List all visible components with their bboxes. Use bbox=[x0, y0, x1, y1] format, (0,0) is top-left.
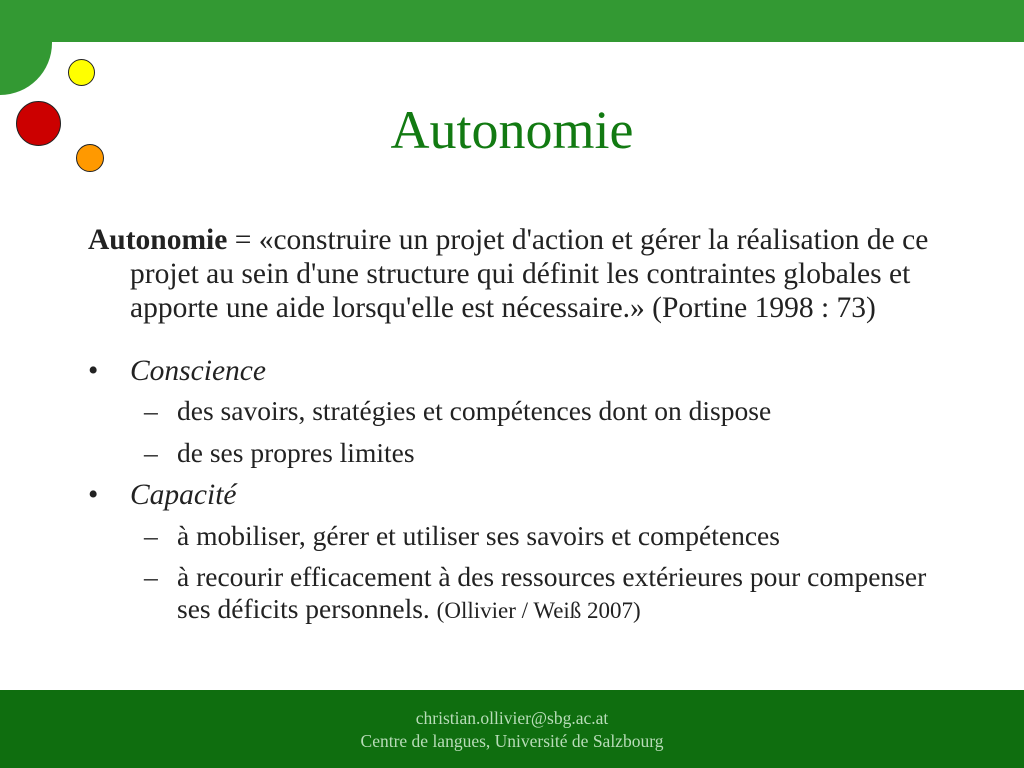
sub-bullet-item bbox=[136, 561, 948, 624]
dash-marker: – bbox=[144, 436, 158, 468]
dash-marker: – bbox=[144, 395, 158, 427]
definition-text: = «construire un projet d'action et gérer la réalisation de ce projet au sein d'une structure qui définit les contraintes globales et apporte une aide lorsqu'elle est nécessaire.» (Portine 1998 : 73) bbox=[130, 224, 929, 324]
sub-bullet-text: à mobiliser, gérer et utiliser ses savoirs et compétences bbox=[177, 519, 780, 551]
bullet-marker: • bbox=[88, 479, 99, 512]
bullet-label: Capacité bbox=[130, 479, 237, 512]
definition-paragraph bbox=[88, 224, 948, 326]
dash-marker: – bbox=[144, 519, 158, 551]
slide-title: Autonomie bbox=[390, 100, 634, 160]
footer-email: christian.ollivier@sbg.ac.at bbox=[415, 708, 609, 728]
sub-bullet-text: de ses propres limites bbox=[177, 436, 415, 468]
footer-institution: Centre de langues, Université de Salzbourg bbox=[360, 731, 664, 752]
bullet-marker: • bbox=[88, 354, 99, 387]
bullet-item bbox=[88, 354, 948, 389]
sub-bullet-text: à recourir efficacement à des ressources extérieures pour compenser ses déficits personnels. bbox=[177, 561, 927, 625]
top-decoration-bar bbox=[0, 0, 1024, 42]
sub-bullet-item bbox=[136, 437, 948, 469]
bullet-item bbox=[88, 478, 948, 513]
sub-bullet-item bbox=[136, 395, 948, 427]
sub-bullet-item bbox=[136, 520, 948, 552]
corner-decoration bbox=[0, 0, 52, 95]
bullet-label: Conscience bbox=[130, 354, 266, 387]
definition-term: Autonomie bbox=[88, 224, 228, 256]
yellow-dot-decoration bbox=[68, 59, 95, 86]
slide-content bbox=[88, 224, 948, 635]
dash-marker: – bbox=[144, 561, 158, 593]
sub-bullet-text: des savoirs, stratégies et compétences dont on dispose bbox=[177, 395, 772, 427]
footer-bar bbox=[0, 690, 1024, 768]
citation-reference: (Ollivier / Weiß 2007) bbox=[436, 598, 641, 624]
